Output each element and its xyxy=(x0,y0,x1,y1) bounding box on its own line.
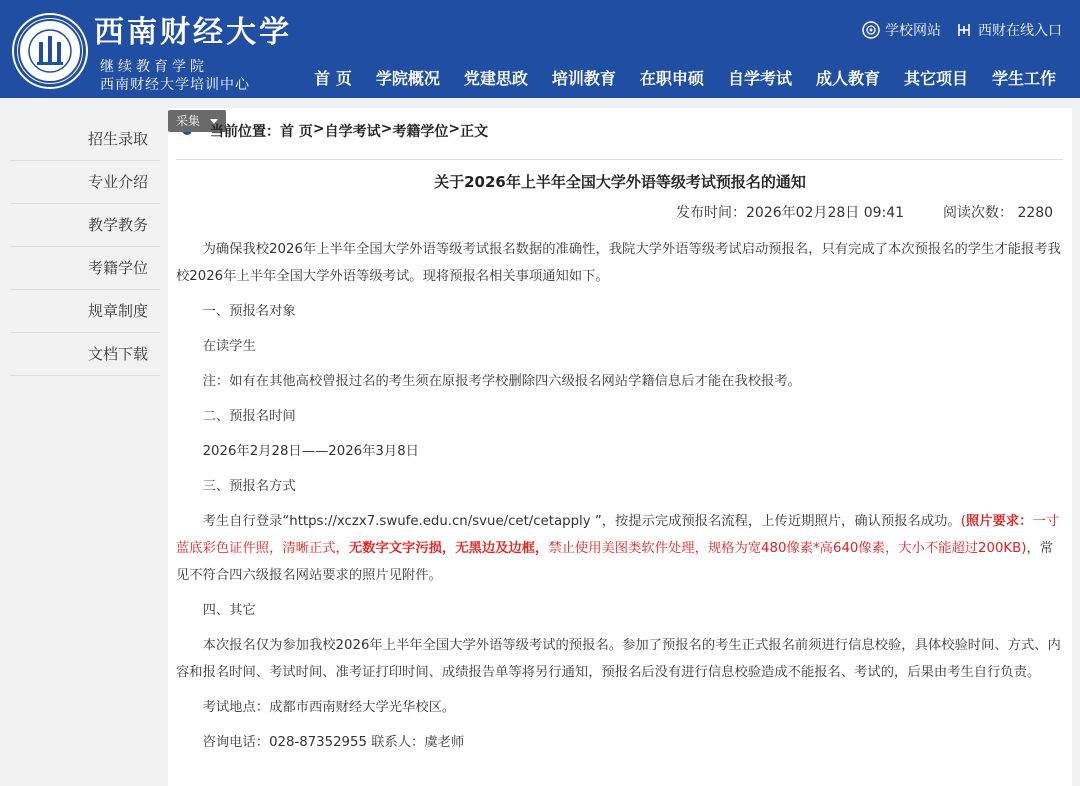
training-center-name: 西南财经大学培训中心 xyxy=(100,77,250,93)
read-count: 阅读次数： 2280 xyxy=(943,205,1054,221)
online-portal-label: 西财在线入口 xyxy=(978,23,1062,39)
photo-req-text: 一寸蓝底彩色证件照，清晰正式， xyxy=(176,514,1059,556)
sidebar-item-admission[interactable]: 招生录取 xyxy=(10,118,160,161)
exam-location: 考试地点：成都市西南财经大学光华校区。 xyxy=(202,700,456,715)
sidebar-item-downloads[interactable]: 文档下载 xyxy=(10,333,160,376)
nav-item-student[interactable]: 学生工作 xyxy=(991,69,1056,88)
nav-item-training[interactable]: 培训教育 xyxy=(551,69,616,88)
time-text: 2026年2月28日——2026年3月8日 xyxy=(202,444,419,459)
nav-item-home[interactable]: 首 页 xyxy=(314,69,352,88)
target-note: 注：如有在其他高校曾报过名的考生须在原报考学校删除四六级报名网站学籍信息后才能在我校报考。 xyxy=(202,374,801,389)
sidebar-item-degree[interactable]: 考籍学位 xyxy=(10,247,160,290)
nav-item-master[interactable]: 在职申硕 xyxy=(639,69,704,88)
nav-item-adult-edu[interactable]: 成人教育 xyxy=(815,69,880,88)
breadcrumb-separator: > xyxy=(380,121,393,137)
breadcrumb-separator: > xyxy=(448,121,461,137)
breadcrumb-self-exam[interactable]: 自学考试 xyxy=(324,124,381,140)
nav-item-other[interactable]: 其它项目 xyxy=(903,69,968,88)
method-paragraph xyxy=(176,508,1064,589)
site-header xyxy=(0,0,1080,98)
globe-icon xyxy=(862,21,880,39)
sidebar-item-majors[interactable]: 专业介绍 xyxy=(10,161,160,204)
photo-req-spec: 禁止使用美图类软件处理，规格为宽480像素*高640像素，大小不能超过200KB) xyxy=(548,541,1027,556)
article-title: 关于2026年上半年全国大学外语等级考试预报名的通知 xyxy=(434,173,806,191)
breadcrumb xyxy=(210,121,488,141)
sidebar-item-teaching[interactable]: 教学教务 xyxy=(10,204,160,247)
nav-item-party[interactable]: 党建思政 xyxy=(463,69,528,88)
photo-req-label: 照片要求： xyxy=(965,514,1033,529)
breadcrumb-degree[interactable]: 考籍学位 xyxy=(392,124,449,140)
divider xyxy=(176,159,1063,160)
top-links xyxy=(862,20,1062,40)
sidebar xyxy=(10,118,160,376)
photo-req-emphasis: 无数字文字污损，无黑边及边框， xyxy=(348,541,549,556)
contact-info: 咨询电话：028-87352955 联系人：虞老师 xyxy=(202,735,465,750)
section-heading-time: 二、预报名时间 xyxy=(202,409,296,424)
method-text-tail: ，常见不符合四六级报名网站要求的照片见附件。 xyxy=(176,541,1054,583)
collect-label: 采集 xyxy=(176,114,201,128)
college-name: 继续教育学院 xyxy=(100,59,208,75)
main-content xyxy=(168,108,1072,786)
publish-time: 发布时间：2026年02月28日 09:41 xyxy=(676,205,905,221)
online-portal-link[interactable] xyxy=(955,20,1062,40)
method-text: 考生自行登录“https://xczx7.swufe.edu.cn/svue/cet/cetapply ”，按提示完成预报名流程，上传近期照片，确认预报名成功。 xyxy=(202,514,961,529)
intro-paragraph: 为确保我校2026年上半年全国大学外语等级考试报名数据的准确性，我院大学外语等级考试启动预报名，只有完成了本次预报名的学生才能报考我校2026年上半年全国大学外语等级考试。现将预报名相关事项通知如下。 xyxy=(176,242,1061,284)
photo-req-open: ( xyxy=(960,514,966,529)
university-name: 西南财经大学 xyxy=(94,15,292,50)
school-website-link[interactable] xyxy=(862,20,941,40)
breadcrumb-prefix: 当前位置： xyxy=(210,124,280,140)
main-nav xyxy=(314,66,1068,92)
target-text: 在读学生 xyxy=(202,339,256,354)
section-heading-target: 一、预报名对象 xyxy=(202,304,296,319)
breadcrumb-home[interactable]: 首 页 xyxy=(280,124,313,140)
breadcrumb-separator: > xyxy=(312,121,325,137)
school-website-label: 学校网站 xyxy=(885,23,941,39)
nav-item-about[interactable]: 学院概况 xyxy=(375,69,440,88)
network-icon xyxy=(955,21,973,39)
other-paragraph: 本次报名仅为参加我校2026年上半年全国大学外语等级考试的预报名。参加了预报名的考生正式报名前须进行信息校验，具体校验时间、方式、内容和报名时间、考试时间、准考证打印时间、成绩报告单等将另行通知，预报名后没有进行信息校验造成不能报名、考试的，后果由考生自行负责。 xyxy=(176,638,1061,680)
section-heading-method: 三、预报名方式 xyxy=(202,479,296,494)
nav-item-self-exam[interactable]: 自学考试 xyxy=(727,69,792,88)
section-heading-other: 四、其它 xyxy=(202,603,256,618)
article-body xyxy=(176,236,1064,756)
breadcrumb-current: 正文 xyxy=(460,124,489,140)
sidebar-item-rules[interactable]: 规章制度 xyxy=(10,290,160,333)
university-logo-icon[interactable] xyxy=(14,15,86,87)
